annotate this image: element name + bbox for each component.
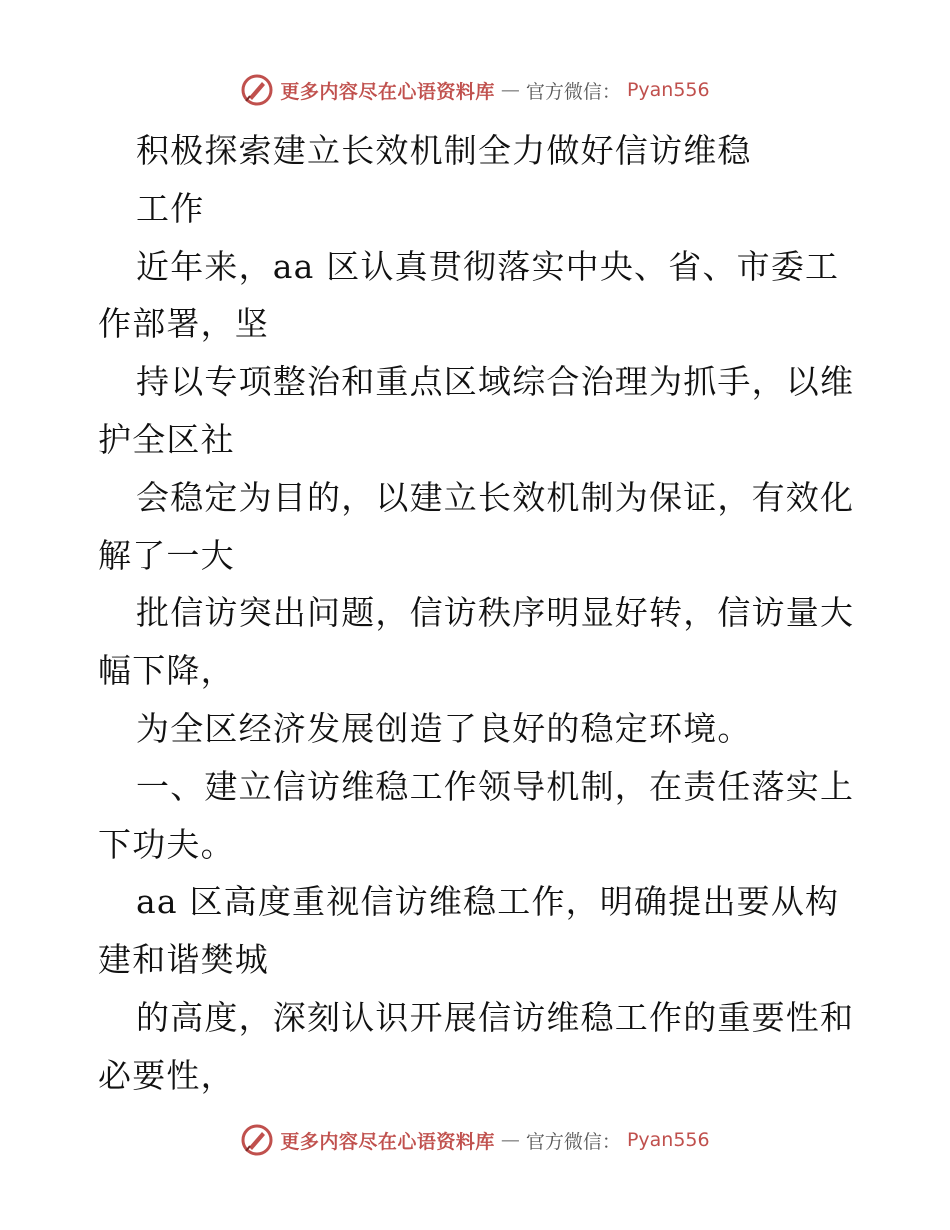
document-line: 会稳定为目的，以建立长效机制为保证，有效化 — [136, 477, 855, 517]
document-line: 持以专项整治和重点区域综合治理为抓手，以维 — [136, 362, 855, 402]
document-line: 工作 — [136, 188, 205, 228]
banner-separator: — — [500, 1129, 520, 1151]
quill-logo-icon — [240, 1123, 274, 1157]
banner-slogan: 更多内容尽在心语资料库 — [280, 1130, 495, 1153]
banner-wechat-id: Pyan556 — [626, 79, 710, 101]
document-line: 建和谐樊城 — [98, 940, 269, 980]
document-line: aa 区高度重视信访维稳工作，明确提出要从构 — [136, 882, 840, 922]
document-line: 解了一大 — [98, 535, 235, 575]
quill-logo-icon — [240, 73, 274, 107]
footer-banner-inner — [240, 1123, 709, 1157]
document-line: 作部署，坚 — [98, 304, 269, 344]
document-line: 的高度，深刻认识开展信访维稳工作的重要性和 — [136, 997, 855, 1037]
header-banner — [0, 70, 950, 110]
document-line: 一、建立信访维稳工作领导机制，在责任落实上 — [136, 766, 855, 806]
document-line: 为全区经济发展创造了良好的稳定环境。 — [136, 708, 752, 748]
document-line: 幅下降， — [98, 651, 235, 691]
banner-wechat-label: 官方微信： — [525, 1130, 621, 1153]
document-body — [98, 122, 868, 1105]
banner-wechat-id: Pyan556 — [626, 1129, 710, 1151]
banner-wechat-label: 官方微信： — [525, 80, 621, 103]
banner-slogan: 更多内容尽在心语资料库 — [280, 80, 495, 103]
document-line: 批信访突出问题，信访秩序明显好转，信访量大 — [136, 593, 855, 633]
document-line: 护全区社 — [98, 419, 235, 459]
footer-banner — [0, 1120, 950, 1160]
document-line: 下功夫。 — [98, 824, 235, 864]
header-banner-inner — [240, 73, 709, 107]
document-line: 近年来，aa 区认真贯彻落实中央、省、市委工 — [136, 246, 840, 286]
document-line: 积极探索建立长效机制全力做好信访维稳 — [136, 131, 752, 170]
document-line: 必要性， — [98, 1055, 235, 1095]
banner-separator: — — [500, 79, 520, 101]
